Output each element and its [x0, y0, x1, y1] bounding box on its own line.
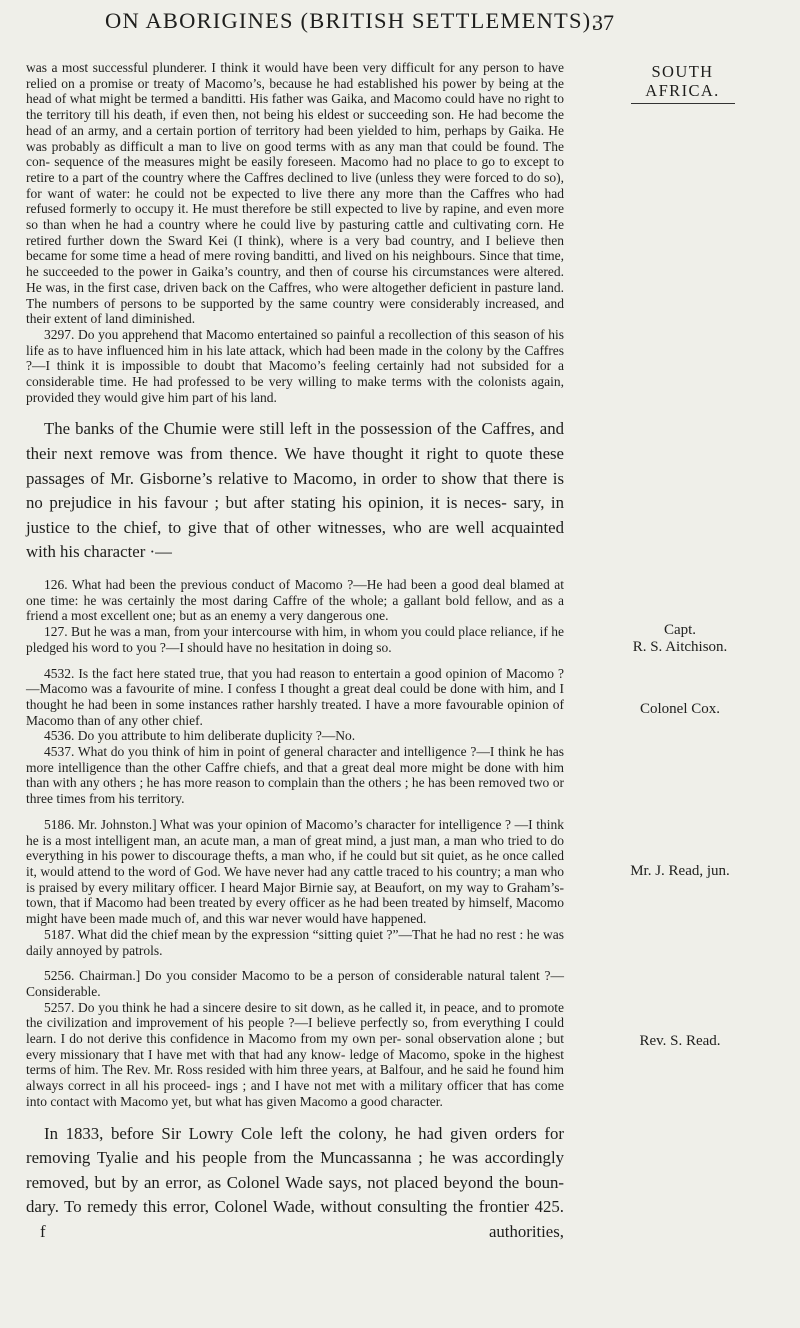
evidence-paragraph: 4537. What do you think of him in point of general character and intelligence ?—I think he has more intelligence than the other Caffre chiefs, and that a great deal more might be done with him than with any others ; he has more reason to complain than the others ; he has been removed two or three times from his territory. — [26, 744, 564, 807]
witness-line-1: Rev. S. Read. — [639, 1033, 721, 1049]
margin-section-title — [590, 62, 775, 104]
witness-line-1: Colonel Cox. — [639, 701, 720, 717]
evidence-block-5 — [26, 968, 564, 1109]
section-title-line-2: AFRICA. — [645, 81, 720, 100]
evidence-paragraph: 4536. Do you attribute to him deliberate duplicity ?—No. — [44, 728, 356, 744]
narrative-paragraph — [26, 1122, 564, 1245]
evidence-paragraph: 5256. Chairman.] Do you consider Macomo to be a person of considerable natural talent ?—Considerable. — [26, 968, 564, 999]
narrative-text: In 1833, before Sir Lowry Cole left the colony, he had given orders for removing Tyalie and his people from the Muncassanna ; he was accordingly removed, but by an error, as Colonel Wade says, not placed beyond the boun- dary. To remedy this error, Colonel Wade, without consulting the frontier — [26, 1123, 564, 1217]
margin-witness-cox — [580, 701, 780, 718]
page-number: 37 — [592, 10, 614, 35]
signature-mark: f — [40, 1221, 46, 1241]
main-text — [26, 60, 564, 1245]
page-header — [0, 8, 800, 48]
evidence-paragraph: 5187. What did the chief mean by the expression “sitting quiet ?”—That he had no rest : he was daily annoyed by patrols. — [26, 926, 564, 958]
evidence-paragraph: 127. But he was a man, from your intercourse with him, in whom you could place reliance, if he pledged his word to you ?—I should have no hesitation in doing so. — [26, 624, 564, 655]
witness-line-2: R. S. Aitchison. — [632, 639, 728, 655]
evidence-paragraph: was a most successful plunderer. I think it would have been very difficult for any person to have relied on a promise or treaty of Macomo’s, because he had established his power by being at the head of what might be termed a banditti. His father was Gaika, and Macomo could have no right to the territory till his death, if even then, not being his eldest or succeeding son. He had become the head of an army, and a certain portion of territory had been yielded to him, perhaps by Gaika. He was probably as difficult a man to live on good terms with as any man that could be found. The con- sequence of the measures might be easily foreseen. Macomo had no place to go to except to retire to a part of the country where the Caffres declined to live (unless they were forced to do so), for want of water: he could not be expected to live there any more than the Caffres who had refused formerly to occupy it. He must therefore be still expected to live by rapine, and even more so than when he had a country where he could live by pasturing cattle and cultivating corn. He retired further down the Sward Kei (I think), where is a very bad country, and I believe then became for some time a head of mere roving banditti, and lived on his neighbours. Since that time, he succeeded to the power in Gaika’s country, and then of course his circumstances were altered. He was, in the first case, driven back on the Caffres, who were altogether deficient in pasture land. The numbers of persons to be supported by the same country were considerably increased, and their extent of land diminished. — [26, 60, 564, 327]
witness-line-1: Mr. J. Read, jun. — [630, 863, 730, 879]
section-rule — [631, 103, 735, 104]
evidence-block-1 — [26, 60, 564, 405]
footer-number: 425. — [534, 1197, 564, 1217]
evidence-paragraph: 5257. Do you think he had a sincere desire to sit down, as he called it, in peace, and to promote the civilization and improvement of his people ?—I believe perfectly so, from everything I could learn. I do not derive this confidence in Macomo from my own per- sonal observation alone ; but every missionary that I have met with that had any know- ledge of Macomo, spoke in the highest terms of him. The Rev. Mr. Ross resided with him three years, at Balfour, and he said he found him always correct in all his proceed- ings ; and I have not met with a military officer that has come into contact with Macomo yet, but what has given Macomo a good character. — [26, 999, 564, 1109]
margin-witness-read-jun — [580, 863, 780, 880]
evidence-block-4 — [26, 817, 564, 958]
section-title-line-1: SOUTH — [651, 62, 714, 81]
evidence-block-3 — [26, 666, 564, 807]
evidence-paragraph: 126. What had been the previous conduct of Macomo ?—He had been a good deal blamed at one time: he was certainly the most daring Caffre of the whole; a gallant bold fellow, and as a friend a most excellent one; but as an enemy a very dangerous one. — [26, 577, 564, 624]
running-title: ON ABORIGINES (BRITISH SETTLEMENTS). — [105, 8, 599, 33]
margin-witness-rev-read — [580, 1033, 780, 1050]
catchword: authorities, — [488, 1221, 564, 1241]
evidence-paragraph: 4532. Is the fact here stated true, that you had reason to entertain a good opinion of Macomo ?—Macomo was a favourite of mine. I confess I thought a great deal could be done with him, and I thought he had been in some instances rather harshly treated. I have a more favourable opinion of Macomo than of any other chief. — [26, 665, 564, 728]
witness-line-1: Capt. — [663, 622, 697, 638]
evidence-paragraph: 3297. Do you apprehend that Macomo entertained so painful a recollection of this season of his life as to have influenced him in his late attack, which had been made in the colony by the Caffres ?—I think it is impossible to doubt that Macomo’s feeling certainly had not subsided for a considerable time. He had professed to be very willing to make terms with the colonists again, provided they would give him part of his land. — [26, 326, 564, 405]
margin-witness-aitchison — [580, 622, 780, 656]
evidence-block-2 — [26, 577, 564, 656]
evidence-paragraph: 5186. Mr. Johnston.] What was your opinion of Macomo’s character for intelligence ? —I think he is a most intelligent man, an acute man, a man of great mind, a just man, a man who tried to do everything in his power to discourage thefts, a man who, if he could but sit quiet, as he once called it, would attend to the word of God. We have never had any cattle traced to his country; a man who is praised by every military officer. I heard Major Birnie say, at Beaufort, on my way to Graham’s-town, that if Macomo had been treated by every officer as he had been treated by himself, Macomo might have been made much of, and this war never would have happened. — [26, 816, 564, 927]
narrative-paragraph: The banks of the Chumie were still left in the possession of the Caffres, and their next remove was from thence. We have thought it right to quote these passages of Mr. Gisborne’s relative to Macomo, in order to show that there is no prejudice in his favour ; but after stating his opinion, it is neces- sary, in justice to the chief, to give that of other witnesses, who are well acquainted with his character ·— — [26, 419, 564, 562]
